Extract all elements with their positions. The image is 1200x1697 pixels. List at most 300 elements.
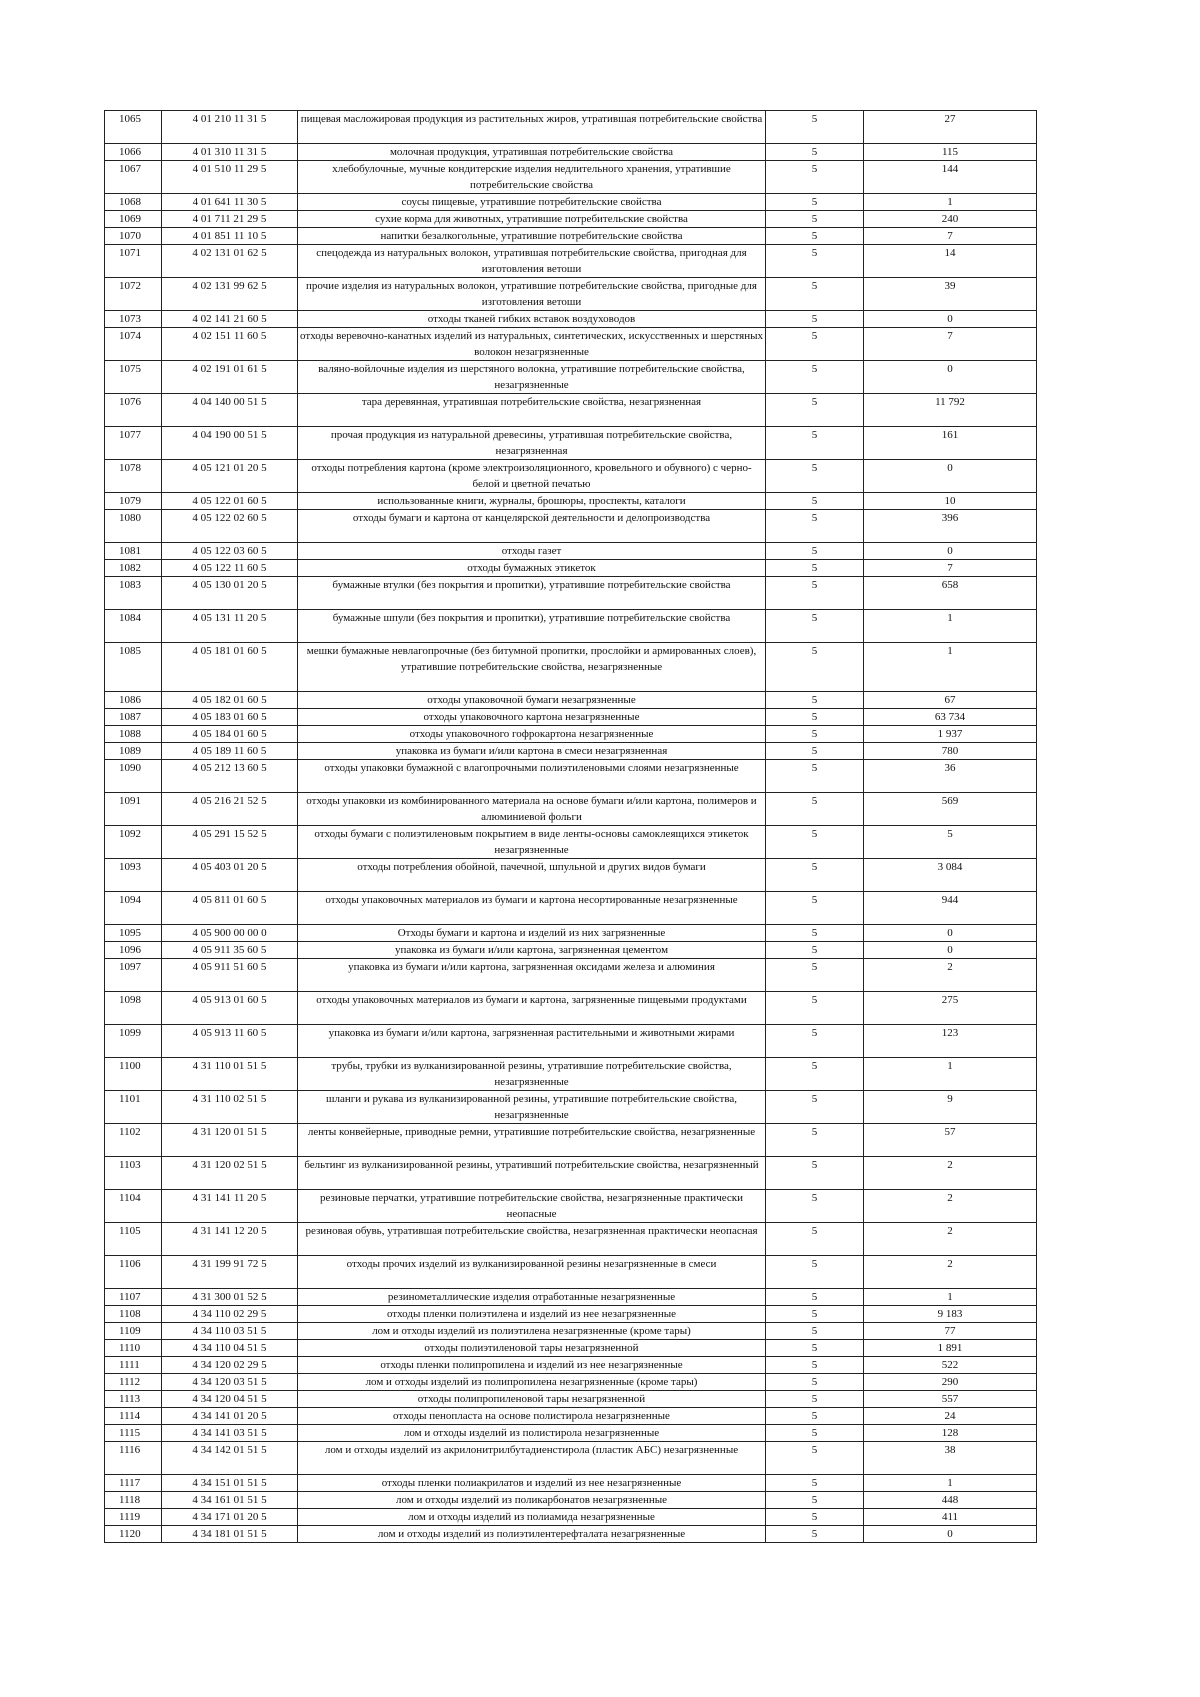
hazard-class-cell: 5 (766, 1190, 864, 1223)
table-row (105, 610, 1037, 643)
quantity-cell: 14 (864, 245, 1037, 278)
waste-name-cell: лом и отходы изделий из поликарбонатов незагрязненные (298, 1492, 766, 1509)
quantity-cell: 24 (864, 1408, 1037, 1425)
table-row (105, 709, 1037, 726)
hazard-class-cell: 5 (766, 692, 864, 709)
quantity-cell: 1 891 (864, 1340, 1037, 1357)
hazard-class-cell: 5 (766, 942, 864, 959)
waste-name-cell: бумажные шпули (без покрытия и пропитки), утратившие потребительские свойства (298, 610, 766, 643)
waste-code-cell: 4 31 141 11 20 5 (162, 1190, 298, 1223)
table-row (105, 992, 1037, 1025)
waste-code-cell: 4 34 161 01 51 5 (162, 1492, 298, 1509)
waste-name-cell: отходы потребления обойной, пачечной, шпульной и других видов бумаги (298, 859, 766, 892)
waste-name-cell: молочная продукция, утратившая потребительские свойства (298, 144, 766, 161)
row-number-cell: 1075 (105, 361, 162, 394)
row-number-cell: 1092 (105, 826, 162, 859)
waste-code-cell: 4 05 403 01 20 5 (162, 859, 298, 892)
hazard-class-cell: 5 (766, 328, 864, 361)
hazard-class-cell: 5 (766, 560, 864, 577)
row-number-cell: 1102 (105, 1124, 162, 1157)
waste-code-cell: 4 02 131 99 62 5 (162, 278, 298, 311)
waste-code-cell: 4 34 120 02 29 5 (162, 1357, 298, 1374)
waste-code-cell: 4 31 300 01 52 5 (162, 1289, 298, 1306)
waste-name-cell: резинометаллические изделия отработанные незагрязненные (298, 1289, 766, 1306)
waste-name-cell: отходы упаковочных материалов из бумаги и картона несортированные незагрязненные (298, 892, 766, 925)
table-row (105, 793, 1037, 826)
waste-code-cell: 4 05 122 01 60 5 (162, 493, 298, 510)
quantity-cell: 77 (864, 1323, 1037, 1340)
waste-code-cell: 4 05 291 15 52 5 (162, 826, 298, 859)
row-number-cell: 1108 (105, 1306, 162, 1323)
waste-code-cell: 4 34 110 04 51 5 (162, 1340, 298, 1357)
table-row (105, 942, 1037, 959)
row-number-cell: 1066 (105, 144, 162, 161)
waste-name-cell: шланги и рукава из вулканизированной резины, утратившие потребительские свойства, незагрязненные (298, 1091, 766, 1124)
waste-name-cell: тара деревянная, утратившая потребительские свойства, незагрязненная (298, 394, 766, 427)
waste-name-cell: отходы пленки полиакрилатов и изделий из нее незагрязненные (298, 1475, 766, 1492)
quantity-cell: 2 (864, 1223, 1037, 1256)
table-row (105, 278, 1037, 311)
row-number-cell: 1083 (105, 577, 162, 610)
quantity-cell: 1 937 (864, 726, 1037, 743)
waste-code-cell: 4 31 141 12 20 5 (162, 1223, 298, 1256)
row-number-cell: 1118 (105, 1492, 162, 1509)
table-row (105, 1124, 1037, 1157)
hazard-class-cell: 5 (766, 1223, 864, 1256)
table-row (105, 577, 1037, 610)
waste-name-cell: прочие изделия из натуральных волокон, утратившие потребительские свойства, пригодные для изготовления ветоши (298, 278, 766, 311)
table-row (105, 1425, 1037, 1442)
waste-code-cell: 4 34 141 01 20 5 (162, 1408, 298, 1425)
table-row (105, 1190, 1037, 1223)
waste-code-cell: 4 31 120 02 51 5 (162, 1157, 298, 1190)
quantity-cell: 557 (864, 1391, 1037, 1408)
quantity-cell: 1 (864, 1475, 1037, 1492)
quantity-cell: 658 (864, 577, 1037, 610)
quantity-cell: 11 792 (864, 394, 1037, 427)
quantity-cell: 290 (864, 1374, 1037, 1391)
waste-code-cell: 4 05 900 00 00 0 (162, 925, 298, 942)
table-row (105, 1391, 1037, 1408)
waste-name-cell: отходы упаковки из комбинированного материала на основе бумаги и/или картона, полимеров и алюминиевой фольги (298, 793, 766, 826)
quantity-cell: 27 (864, 111, 1037, 144)
waste-name-cell: отходы прочих изделий из вулканизированной резины незагрязненные в смеси (298, 1256, 766, 1289)
table-row (105, 1323, 1037, 1340)
hazard-class-cell: 5 (766, 743, 864, 760)
waste-code-cell: 4 05 182 01 60 5 (162, 692, 298, 709)
table-row (105, 211, 1037, 228)
quantity-cell: 123 (864, 1025, 1037, 1058)
table-row (105, 726, 1037, 743)
hazard-class-cell: 5 (766, 610, 864, 643)
quantity-cell: 2 (864, 1190, 1037, 1223)
row-number-cell: 1065 (105, 111, 162, 144)
quantity-cell: 0 (864, 543, 1037, 560)
hazard-class-cell: 5 (766, 510, 864, 543)
row-number-cell: 1120 (105, 1526, 162, 1543)
hazard-class-cell: 5 (766, 859, 864, 892)
table-row (105, 543, 1037, 560)
row-number-cell: 1113 (105, 1391, 162, 1408)
waste-code-cell: 4 05 122 11 60 5 (162, 560, 298, 577)
row-number-cell: 1099 (105, 1025, 162, 1058)
waste-name-cell: резиновые перчатки, утратившие потребительские свойства, незагрязненные практически неопасные (298, 1190, 766, 1223)
hazard-class-cell: 5 (766, 1091, 864, 1124)
table-row (105, 228, 1037, 245)
quantity-cell: 36 (864, 760, 1037, 793)
hazard-class-cell: 5 (766, 493, 864, 510)
quantity-cell: 448 (864, 1492, 1037, 1509)
waste-name-cell: упаковка из бумаги и/или картона в смеси незагрязненная (298, 743, 766, 760)
hazard-class-cell: 5 (766, 959, 864, 992)
hazard-class-cell: 5 (766, 892, 864, 925)
hazard-class-cell: 5 (766, 992, 864, 1025)
waste-name-cell: бельтинг из вулканизированной резины, утративший потребительские свойства, незагрязненный (298, 1157, 766, 1190)
waste-name-cell: отходы бумажных этикеток (298, 560, 766, 577)
waste-name-cell: отходы пенопласта на основе полистирола незагрязненные (298, 1408, 766, 1425)
table-row (105, 460, 1037, 493)
waste-code-cell: 4 34 120 04 51 5 (162, 1391, 298, 1408)
table-row (105, 1526, 1037, 1543)
row-number-cell: 1111 (105, 1357, 162, 1374)
row-number-cell: 1090 (105, 760, 162, 793)
waste-code-cell: 4 05 811 01 60 5 (162, 892, 298, 925)
row-number-cell: 1077 (105, 427, 162, 460)
row-number-cell: 1067 (105, 161, 162, 194)
waste-name-cell: Отходы бумаги и картона и изделий из них загрязненные (298, 925, 766, 942)
waste-code-cell: 4 34 120 03 51 5 (162, 1374, 298, 1391)
table-row (105, 1340, 1037, 1357)
row-number-cell: 1070 (105, 228, 162, 245)
row-number-cell: 1085 (105, 643, 162, 692)
hazard-class-cell: 5 (766, 1306, 864, 1323)
table-row (105, 194, 1037, 211)
waste-code-cell: 4 05 130 01 20 5 (162, 577, 298, 610)
row-number-cell: 1084 (105, 610, 162, 643)
quantity-cell: 7 (864, 560, 1037, 577)
waste-name-cell: отходы веревочно-канатных изделий из натуральных, синтетических, искусственных и шерстяных волокон незагрязненные (298, 328, 766, 361)
quantity-cell: 1 (864, 643, 1037, 692)
quantity-cell: 9 (864, 1091, 1037, 1124)
quantity-cell: 2 (864, 1157, 1037, 1190)
hazard-class-cell: 5 (766, 726, 864, 743)
table-row (105, 560, 1037, 577)
table-row (105, 1492, 1037, 1509)
waste-name-cell: отходы упаковочного картона незагрязненные (298, 709, 766, 726)
waste-name-cell: бумажные втулки (без покрытия и пропитки), утратившие потребительские свойства (298, 577, 766, 610)
waste-name-cell: напитки безалкогольные, утратившие потребительские свойства (298, 228, 766, 245)
quantity-cell: 38 (864, 1442, 1037, 1475)
waste-name-cell: отходы пленки полиэтилена и изделий из нее незагрязненные (298, 1306, 766, 1323)
waste-name-cell: лом и отходы изделий из полипропилена незагрязненные (кроме тары) (298, 1374, 766, 1391)
quantity-cell: 10 (864, 493, 1037, 510)
waste-code-cell: 4 01 641 11 30 5 (162, 194, 298, 211)
quantity-cell: 63 734 (864, 709, 1037, 726)
table-row (105, 826, 1037, 859)
waste-name-cell: отходы тканей гибких вставок воздуховодов (298, 311, 766, 328)
quantity-cell: 57 (864, 1124, 1037, 1157)
quantity-cell: 144 (864, 161, 1037, 194)
row-number-cell: 1073 (105, 311, 162, 328)
waste-name-cell: лом и отходы изделий из акрилонитрилбутадиенстирола (пластик АБС) незагрязненные (298, 1442, 766, 1475)
hazard-class-cell: 5 (766, 211, 864, 228)
row-number-cell: 1095 (105, 925, 162, 942)
row-number-cell: 1119 (105, 1509, 162, 1526)
hazard-class-cell: 5 (766, 278, 864, 311)
row-number-cell: 1088 (105, 726, 162, 743)
waste-code-cell: 4 05 181 01 60 5 (162, 643, 298, 692)
row-number-cell: 1112 (105, 1374, 162, 1391)
waste-name-cell: упаковка из бумаги и/или картона, загрязненная растительными и животными жирами (298, 1025, 766, 1058)
waste-code-cell: 4 34 141 03 51 5 (162, 1425, 298, 1442)
waste-code-cell: 4 05 122 03 60 5 (162, 543, 298, 560)
quantity-cell: 0 (864, 311, 1037, 328)
table-row (105, 1374, 1037, 1391)
waste-code-cell: 4 02 151 11 60 5 (162, 328, 298, 361)
hazard-class-cell: 5 (766, 793, 864, 826)
table-row (105, 311, 1037, 328)
table-row (105, 111, 1037, 144)
waste-code-cell: 4 05 911 51 60 5 (162, 959, 298, 992)
waste-code-cell: 4 31 110 02 51 5 (162, 1091, 298, 1124)
quantity-cell: 2 (864, 959, 1037, 992)
quantity-cell: 128 (864, 1425, 1037, 1442)
waste-name-cell: отходы бумаги и картона от канцелярской деятельности и делопроизводства (298, 510, 766, 543)
hazard-class-cell: 5 (766, 361, 864, 394)
waste-code-cell: 4 31 199 91 72 5 (162, 1256, 298, 1289)
hazard-class-cell: 5 (766, 1442, 864, 1475)
waste-code-cell: 4 05 121 01 20 5 (162, 460, 298, 493)
hazard-class-cell: 5 (766, 161, 864, 194)
hazard-class-cell: 5 (766, 1157, 864, 1190)
row-number-cell: 1101 (105, 1091, 162, 1124)
table-row (105, 1091, 1037, 1124)
table-row (105, 1223, 1037, 1256)
waste-code-cell: 4 02 141 21 60 5 (162, 311, 298, 328)
row-number-cell: 1097 (105, 959, 162, 992)
waste-code-cell: 4 05 131 11 20 5 (162, 610, 298, 643)
waste-name-cell: отходы упаковочного гофрокартона незагрязненные (298, 726, 766, 743)
waste-name-cell: упаковка из бумаги и/или картона, загрязненная оксидами железа и алюминия (298, 959, 766, 992)
row-number-cell: 1091 (105, 793, 162, 826)
row-number-cell: 1079 (105, 493, 162, 510)
quantity-cell: 275 (864, 992, 1037, 1025)
table-row (105, 1442, 1037, 1475)
waste-code-cell: 4 04 190 00 51 5 (162, 427, 298, 460)
hazard-class-cell: 5 (766, 760, 864, 793)
hazard-class-cell: 5 (766, 245, 864, 278)
waste-name-cell: отходы упаковочных материалов из бумаги и картона, загрязненные пищевыми продуктами (298, 992, 766, 1025)
hazard-class-cell: 5 (766, 543, 864, 560)
quantity-cell: 944 (864, 892, 1037, 925)
table-row (105, 925, 1037, 942)
row-number-cell: 1106 (105, 1256, 162, 1289)
table-row (105, 493, 1037, 510)
row-number-cell: 1071 (105, 245, 162, 278)
waste-code-cell: 4 34 151 01 51 5 (162, 1475, 298, 1492)
hazard-class-cell: 5 (766, 427, 864, 460)
waste-code-cell: 4 05 184 01 60 5 (162, 726, 298, 743)
quantity-cell: 0 (864, 460, 1037, 493)
row-number-cell: 1098 (105, 992, 162, 1025)
quantity-cell: 0 (864, 925, 1037, 942)
hazard-class-cell: 5 (766, 1256, 864, 1289)
row-number-cell: 1078 (105, 460, 162, 493)
quantity-cell: 115 (864, 144, 1037, 161)
waste-name-cell: пищевая масложировая продукция из растительных жиров, утратившая потребительские свойства (298, 111, 766, 144)
table-row (105, 1289, 1037, 1306)
waste-name-cell: отходы упаковочной бумаги незагрязненные (298, 692, 766, 709)
hazard-class-cell: 5 (766, 1391, 864, 1408)
hazard-class-cell: 5 (766, 1323, 864, 1340)
hazard-class-cell: 5 (766, 1340, 864, 1357)
hazard-class-cell: 5 (766, 1374, 864, 1391)
row-number-cell: 1103 (105, 1157, 162, 1190)
row-number-cell: 1069 (105, 211, 162, 228)
table-row (105, 1306, 1037, 1323)
waste-code-cell: 4 31 120 01 51 5 (162, 1124, 298, 1157)
waste-name-cell: отходы полиэтиленовой тары незагрязненной (298, 1340, 766, 1357)
waste-code-cell: 4 34 110 02 29 5 (162, 1306, 298, 1323)
table-row (105, 1408, 1037, 1425)
waste-name-cell: трубы, трубки из вулканизированной резины, утратившие потребительские свойства, незагрязненные (298, 1058, 766, 1091)
waste-code-cell: 4 04 140 00 51 5 (162, 394, 298, 427)
quantity-cell: 9 183 (864, 1306, 1037, 1323)
waste-code-cell: 4 05 911 35 60 5 (162, 942, 298, 959)
table-row (105, 1058, 1037, 1091)
hazard-class-cell: 5 (766, 111, 864, 144)
table-row (105, 1025, 1037, 1058)
waste-code-cell: 4 34 110 03 51 5 (162, 1323, 298, 1340)
hazard-class-cell: 5 (766, 709, 864, 726)
quantity-cell: 569 (864, 793, 1037, 826)
row-number-cell: 1114 (105, 1408, 162, 1425)
waste-code-cell: 4 34 181 01 51 5 (162, 1526, 298, 1543)
waste-code-cell: 4 01 711 21 29 5 (162, 211, 298, 228)
table-row (105, 245, 1037, 278)
hazard-class-cell: 5 (766, 311, 864, 328)
waste-code-cell: 4 31 110 01 51 5 (162, 1058, 298, 1091)
hazard-class-cell: 5 (766, 1509, 864, 1526)
row-number-cell: 1068 (105, 194, 162, 211)
hazard-class-cell: 5 (766, 1425, 864, 1442)
row-number-cell: 1115 (105, 1425, 162, 1442)
waste-table-body (105, 111, 1037, 1543)
row-number-cell: 1104 (105, 1190, 162, 1223)
waste-code-cell: 4 05 913 11 60 5 (162, 1025, 298, 1058)
hazard-class-cell: 5 (766, 144, 864, 161)
quantity-cell: 0 (864, 361, 1037, 394)
hazard-class-cell: 5 (766, 643, 864, 692)
table-row (105, 1157, 1037, 1190)
row-number-cell: 1096 (105, 942, 162, 959)
table-row (105, 161, 1037, 194)
row-number-cell: 1089 (105, 743, 162, 760)
waste-code-cell: 4 34 171 01 20 5 (162, 1509, 298, 1526)
waste-code-cell: 4 02 131 01 62 5 (162, 245, 298, 278)
quantity-cell: 1 (864, 194, 1037, 211)
row-number-cell: 1093 (105, 859, 162, 892)
hazard-class-cell: 5 (766, 1492, 864, 1509)
quantity-cell: 161 (864, 427, 1037, 460)
row-number-cell: 1094 (105, 892, 162, 925)
row-number-cell: 1117 (105, 1475, 162, 1492)
table-row (105, 1475, 1037, 1492)
waste-name-cell: упаковка из бумаги и/или картона, загрязненная цементом (298, 942, 766, 959)
waste-name-cell: ленты конвейерные, приводные ремни, утратившие потребительские свойства, незагрязненные (298, 1124, 766, 1157)
waste-code-cell: 4 01 510 11 29 5 (162, 161, 298, 194)
table-row (105, 510, 1037, 543)
waste-name-cell: прочая продукция из натуральной древесины, утратившая потребительские свойства, незагрязненная (298, 427, 766, 460)
hazard-class-cell: 5 (766, 1025, 864, 1058)
waste-code-cell: 4 05 122 02 60 5 (162, 510, 298, 543)
row-number-cell: 1109 (105, 1323, 162, 1340)
table-row (105, 1357, 1037, 1374)
table-row (105, 1509, 1037, 1526)
row-number-cell: 1086 (105, 692, 162, 709)
waste-code-cell: 4 05 183 01 60 5 (162, 709, 298, 726)
quantity-cell: 0 (864, 1526, 1037, 1543)
quantity-cell: 0 (864, 942, 1037, 959)
table-row (105, 427, 1037, 460)
quantity-cell: 5 (864, 826, 1037, 859)
quantity-cell: 67 (864, 692, 1037, 709)
table-row (105, 859, 1037, 892)
hazard-class-cell: 5 (766, 1124, 864, 1157)
row-number-cell: 1116 (105, 1442, 162, 1475)
quantity-cell: 396 (864, 510, 1037, 543)
row-number-cell: 1074 (105, 328, 162, 361)
hazard-class-cell: 5 (766, 1058, 864, 1091)
hazard-class-cell: 5 (766, 577, 864, 610)
row-number-cell: 1080 (105, 510, 162, 543)
hazard-class-cell: 5 (766, 1357, 864, 1374)
hazard-class-cell: 5 (766, 826, 864, 859)
waste-name-cell: соусы пищевые, утратившие потребительские свойства (298, 194, 766, 211)
row-number-cell: 1105 (105, 1223, 162, 1256)
hazard-class-cell: 5 (766, 194, 864, 211)
table-row (105, 743, 1037, 760)
row-number-cell: 1107 (105, 1289, 162, 1306)
quantity-cell: 1 (864, 1289, 1037, 1306)
row-number-cell: 1082 (105, 560, 162, 577)
table-row (105, 643, 1037, 692)
hazard-class-cell: 5 (766, 460, 864, 493)
row-number-cell: 1072 (105, 278, 162, 311)
table-row (105, 959, 1037, 992)
waste-name-cell: отходы газет (298, 543, 766, 560)
waste-code-cell: 4 05 216 21 52 5 (162, 793, 298, 826)
table-row (105, 692, 1037, 709)
waste-name-cell: мешки бумажные невлагопрочные (без битумной пропитки, прослойки и армированных слоев), утратившие потребительские свойства, незагрязненные (298, 643, 766, 692)
waste-name-cell: отходы пленки полипропилена и изделий из нее незагрязненные (298, 1357, 766, 1374)
waste-name-cell: отходы потребления картона (кроме электроизоляционного, кровельного и обувного) с черно-белой и цветной печатью (298, 460, 766, 493)
hazard-class-cell: 5 (766, 1526, 864, 1543)
quantity-cell: 411 (864, 1509, 1037, 1526)
row-number-cell: 1076 (105, 394, 162, 427)
quantity-cell: 39 (864, 278, 1037, 311)
waste-code-cell: 4 34 142 01 51 5 (162, 1442, 298, 1475)
quantity-cell: 780 (864, 743, 1037, 760)
quantity-cell: 522 (864, 1357, 1037, 1374)
waste-table (104, 110, 1037, 1543)
waste-name-cell: хлебобулочные, мучные кондитерские изделия недлительного хранения, утратившие потребительские свойства (298, 161, 766, 194)
quantity-cell: 240 (864, 211, 1037, 228)
waste-name-cell: резиновая обувь, утратившая потребительские свойства, незагрязненная практически неопасная (298, 1223, 766, 1256)
waste-name-cell: отходы полипропиленовой тары незагрязненной (298, 1391, 766, 1408)
waste-code-cell: 4 01 851 11 10 5 (162, 228, 298, 245)
quantity-cell: 3 084 (864, 859, 1037, 892)
